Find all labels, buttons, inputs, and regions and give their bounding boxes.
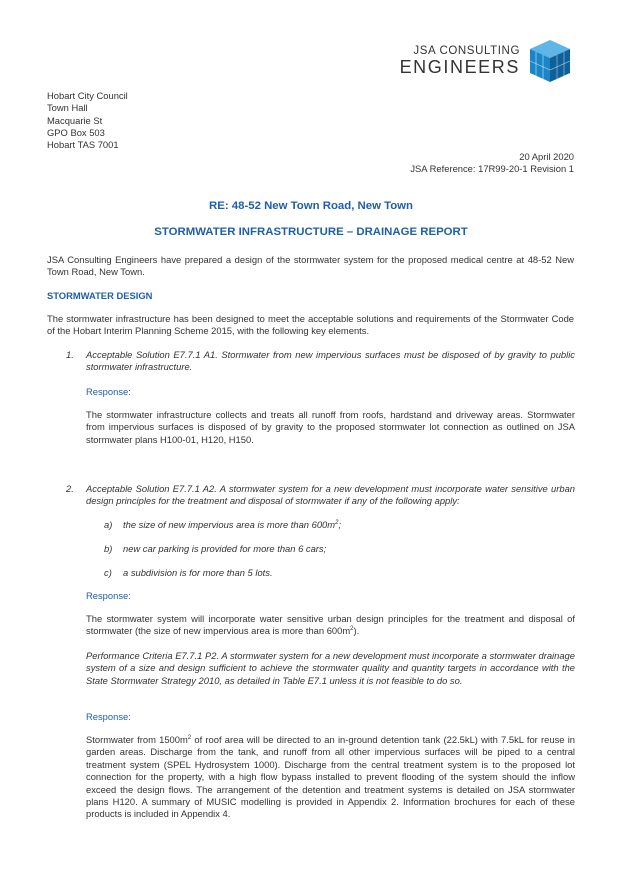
logo-text — [400, 45, 520, 77]
performance-criteria: Performance Criteria E7.7.1 P2. A stormwater system for a new development must incorporate a stormwater drainage system of a size and design sufficient to achieve the stormwater quality and quantity targets in accordance with the State Stormwater Strategy 2010, as detailed in Table E7.1 unless it is not feasible to do so. — [86, 650, 575, 686]
address-line: Macquarie St — [47, 114, 103, 126]
sub-item-a-letter: a) — [104, 519, 113, 530]
address-line: Hobart City Council — [47, 90, 128, 101]
item2-response2-label: Response: — [86, 711, 131, 722]
item2-response-a: The stormwater system will incorporate water sensitive urban design principles for the treatment and disposal of stormwater (the size of new impervious area is more than $600m^2$). — [86, 613, 575, 637]
intro-paragraph: JSA Consulting Engineers have prepared a design of the stormwater system for the proposed medical centre at 48-52 New Town Road, New Town. — [47, 254, 574, 278]
item2-number: 2. — [66, 483, 74, 494]
company-logo — [400, 38, 574, 84]
sub-item-a-text: the size of new impervious area is more than $600m^2$; — [123, 519, 342, 530]
item1-number: 1. — [66, 349, 74, 360]
item1-response: The stormwater infrastructure collects and treats all runoff from roofs, hardstand and driveway areas. Stormwater from impervious surfaces is disposed of by gravity to the proposed stormwater lot connection as outlined on JSA stormwater plans H100-01, H120, H150. — [86, 409, 575, 445]
logo-line1: JSA CONSULTING — [413, 45, 520, 57]
address-line: Town Hall — [47, 102, 88, 114]
sub-item-b-text: new car parking is provided for more than 6 cars; — [123, 543, 327, 554]
item1-response-label: Response: — [86, 386, 131, 397]
sub-item-b-letter: b) — [104, 543, 113, 554]
logo-line2: ENGINEERS — [399, 57, 520, 77]
address-line: GPO Box 503 — [47, 126, 105, 138]
cube-logo-icon — [526, 38, 574, 84]
item2-response-label: Response: — [86, 590, 131, 601]
item2-text: Acceptable Solution E7.7.1 A2. A stormwater system for a new development must incorporate water sensitive urban design principles for the treatment and disposal of stormwater if any of the following apply: — [86, 483, 575, 507]
section-heading: STORMWATER DESIGN — [47, 290, 153, 301]
section-intro: The stormwater infrastructure has been designed to meet the acceptable solutions and requirements of the Stormwater Code of the Hobart Interim Planning Scheme 2015, with the following key elements. — [47, 313, 574, 337]
date-reference-block — [410, 151, 574, 176]
address-line: Hobart TAS 7001 — [47, 139, 119, 151]
item2-response2: Stormwater from $1500m^2$ of roof area will be directed to an in-ground detention tank (22.5kL) with 7.5kL for reuse in garden areas. Discharge from the tank, and runoff from all other impervious surfaces will be piped to a central treatment system (SPEL Hydrosystem 1000). Discharge from the central treatment system is to the proposed lot connection for the property, with a high flow bypass installed to prevent flooding of the system should the inflow exceed the design flows. The arrangement of the detention and treatment systems is detailed on JSA stormwater plans H120. A summary of MUSIC modelling is provided in Appendix 2. Information brochures for each of these products is included in Appendix 4. — [86, 734, 575, 820]
item1-text: Acceptable Solution E7.7.1 A1. Stormwater from new impervious surfaces must be disposed of by gravity to public stormwater infrastructure. — [86, 349, 575, 373]
recipient-address — [47, 90, 128, 151]
report-title: STORMWATER INFRASTRUCTURE – DRAINAGE REPORT — [154, 226, 468, 238]
sub-item-c-text: a subdivision is for more than 5 lots. — [123, 567, 273, 578]
re-title: RE: 48-52 New Town Road, New Town — [209, 200, 413, 212]
jsa-reference: JSA Reference: 17R99-20-1 Revision 1 — [410, 163, 574, 175]
letter-date: 20 April 2020 — [519, 151, 574, 162]
sub-item-c-letter: c) — [104, 567, 112, 578]
